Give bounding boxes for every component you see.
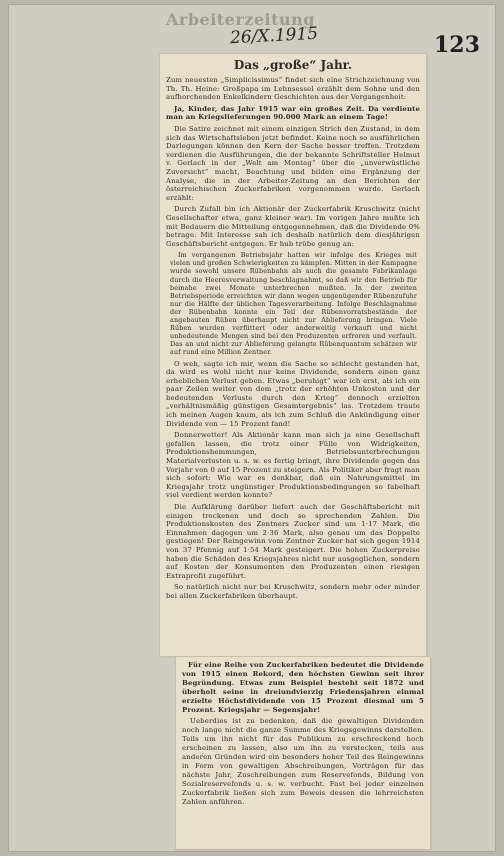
article-paragraph: Die Satire zeichnet mit einem einzigen Strich den Zustand, in dem sich das Wirtschaftsleben jetzt befindet. Keine noch so ausführlichen Darlegungen können den Kern der Sache besser treffen. Trotzdem verdienen die Ausführungen, die der bekannte Schriftsteller Helmut v. Gerlach in der „Welt am Montag“ über die „unverwüstliche Zuversicht“ macht, Beachtung und bilden eine Ergänzung der Analyse, die in der Arbeiter-Zeitung an den Berichten der österreichischen Zuckerfabriken vorgenommen wurde. Gerlach erzählt: bbox=[166, 124, 420, 202]
article-title: Das „große“ Jahr. bbox=[233, 58, 353, 72]
article-paragraph: Ja, Kinder, das Jahr 1915 war ein großes Zeit. Da verdiente man an Kriegslieferungen 90.000 Mark an einem Tage! bbox=[166, 104, 420, 122]
handwritten-date: 26/X.1915 bbox=[229, 23, 319, 49]
newspaper-clipping-main bbox=[160, 54, 426, 656]
article-paragraph: Durch Zufall bin ich Aktionär der Zuckerfabrik Kruschwitz (nicht Gesellschafter etwa, ganz kleiner war). Im vorigen Jahre mußte ich mit Bedauern die Mitteilung entgegennehmen, daß die Dividende 0% betrage. Mit Interesse sah ich deshalb natürlich dem diesjährigen Geschäftsbericht entgegen. Er hub trübe genug an: bbox=[166, 205, 420, 248]
newspaper-clipping-continuation bbox=[176, 657, 430, 849]
article-paragraph: Für eine Reihe von Zuckerfabriken bedeutet die Dividende von 1915 einen Rekord, den höchsten Gewinn seit ihrer Begründung. Etwas zum Beispiel besteht seit 1872 und überholt seine in dreiundvierzig Friedensjahren einmal erzielte Höchstdividende von 15 Prozent diesmal um 5 Prozent. Kriegsjahr — Segensjahr! bbox=[182, 661, 424, 714]
article-quote: Im vergangenen Betriebsjahr hatten wir infolge des Krieges mit vielen und großen Schwierigkeiten zu kämpfen. Mitten in der Kampagne wurde sowohl unsere Rübenbahn als auch die gesamte Fabrikanlage durch die Heeresverwaltung beschlagnahmt, so daß wir den Betrieb für beinahe zwei Monate unterbrechen mußten. In der zweiten Betriebsperiode erreichten wir dann wegen ungenügender Rübenzufuhr nur die Hälfte der üblichen Tagesverarbeitung. Infolge Beschlagnahme der Rübenbahn konnte ein Teil der Rübenvorratsbestände der angebauten Rüben überhaupt nicht zur Ablieferung bringen. Viele Rüben wurden verfüttert oder anderweitig verkauft und nicht unbedeutende Mengen sind bei den Produzenten erfroren und verfault. Das an und nicht zur Ablieferung gelangte Rübenquantum schätzen wir auf rund eine Million Zentner. bbox=[170, 251, 417, 357]
page-number: 123 bbox=[434, 32, 480, 58]
article-paragraph: Ueberdies ist zu bedenken, daß die gewaltigen Dividenden noch lange nicht die ganze Summe des Kriegsgewinns darstellen. Teils um ihn nicht für das Publikum zu erschreckend hoch erscheinen zu lassen, also um ihn zu verstecken, teils aus anderen Gründen wird ein besonders hoher Teil des Reingewinns in Form von gewaltigen Abschreibungen, Vorträgen für das nächste Jahr, Zuschreibungen zum Reservefonds, Bildung von Sozialreservefonds u. s. w. verbucht. Fast bei jeder einzelnen Zuckerfabrik ließen sich zum Beweis dessen die lehrreichsten Zahlen anführen. bbox=[182, 717, 424, 806]
article-paragraph: So natürlich nicht nur bei Kruschwitz, sondern mehr oder minder bei allen Zuckerfabriken überhaupt. bbox=[166, 583, 420, 600]
archive-label: Arbeiterzeitung bbox=[166, 10, 315, 29]
article-paragraph: O weh, sagte ich mir, wenn die Sache so schlecht gestanden hat, da wird es wohl nicht nur keine Dividende, sondern einen ganz erheblichen Verlust geben. Etwas „beruhigt“ war ich erst, als ich ein paar Zeilen weiter von dem „trotz der erhöhten Unkosten und der bedeutenden Verluste durch den Krieg“ dennoch erzielten „verhältnismäßig günstigen Gesamtergebnis“ las. Trotzdem traute ich meinen Augen kaum, als ich zum Schluß die Ankündigung einer Dividende von — 15 Prozent fand! bbox=[166, 359, 420, 428]
article-paragraph: Zum neuesten „Simplicissimus“ findet sich eine Strichzeichnung von Th. Th. Heine: Großpapa im Lehnsessel erzählt dem Sohne und den aufhorchenden Enkelkindern Geschichten aus der Vergangenheit: bbox=[166, 76, 420, 102]
article-paragraph: Donnerwetter! Als Aktionär kann man sich ja eine Gesellschaft gefallen lassen, die trotz einer Fülle von Widrigkeiten, Produktionshemmungen, Betriebsunterbrechungen Materialverlusten u. s. w. es fertig bringt, ihre Dividende gegen das Vorjahr von 0 auf 15 Prozent zu steigern. Als Politiker aber fragt man sich sofort: Wie war es denkbar, daß ein Nahrungsmittel im Kriegsjahr trotz ungünstiger Produktionsbedingungen so fabelhaft viel verdient werden konnte? bbox=[166, 431, 420, 500]
article-paragraph: Die Aufklärung darüber liefert auch der Geschäftsbericht mit einigen trockenen und doch so sprechenden Zahlen. Die Produktionskosten des Zentners Zucker sind um 1·17 Mark, die Einnahmen dagegen um 2·36 Mark, also genau um das Doppelte gestiegen! Der Reingewinn vom Zentner Zucker hat sich gegen 1914 von 37 Pfennig auf 1·54 Mark gesteigert. Die hohen Zuckerpreise haben die Schäden des Kriegsjahres nicht nur ausgeglichen, sondern auf Kosten der Konsumenten den Produzenten einen riesigen Extraprofit zugeführt. bbox=[166, 503, 420, 580]
archive-sheet bbox=[8, 4, 496, 852]
